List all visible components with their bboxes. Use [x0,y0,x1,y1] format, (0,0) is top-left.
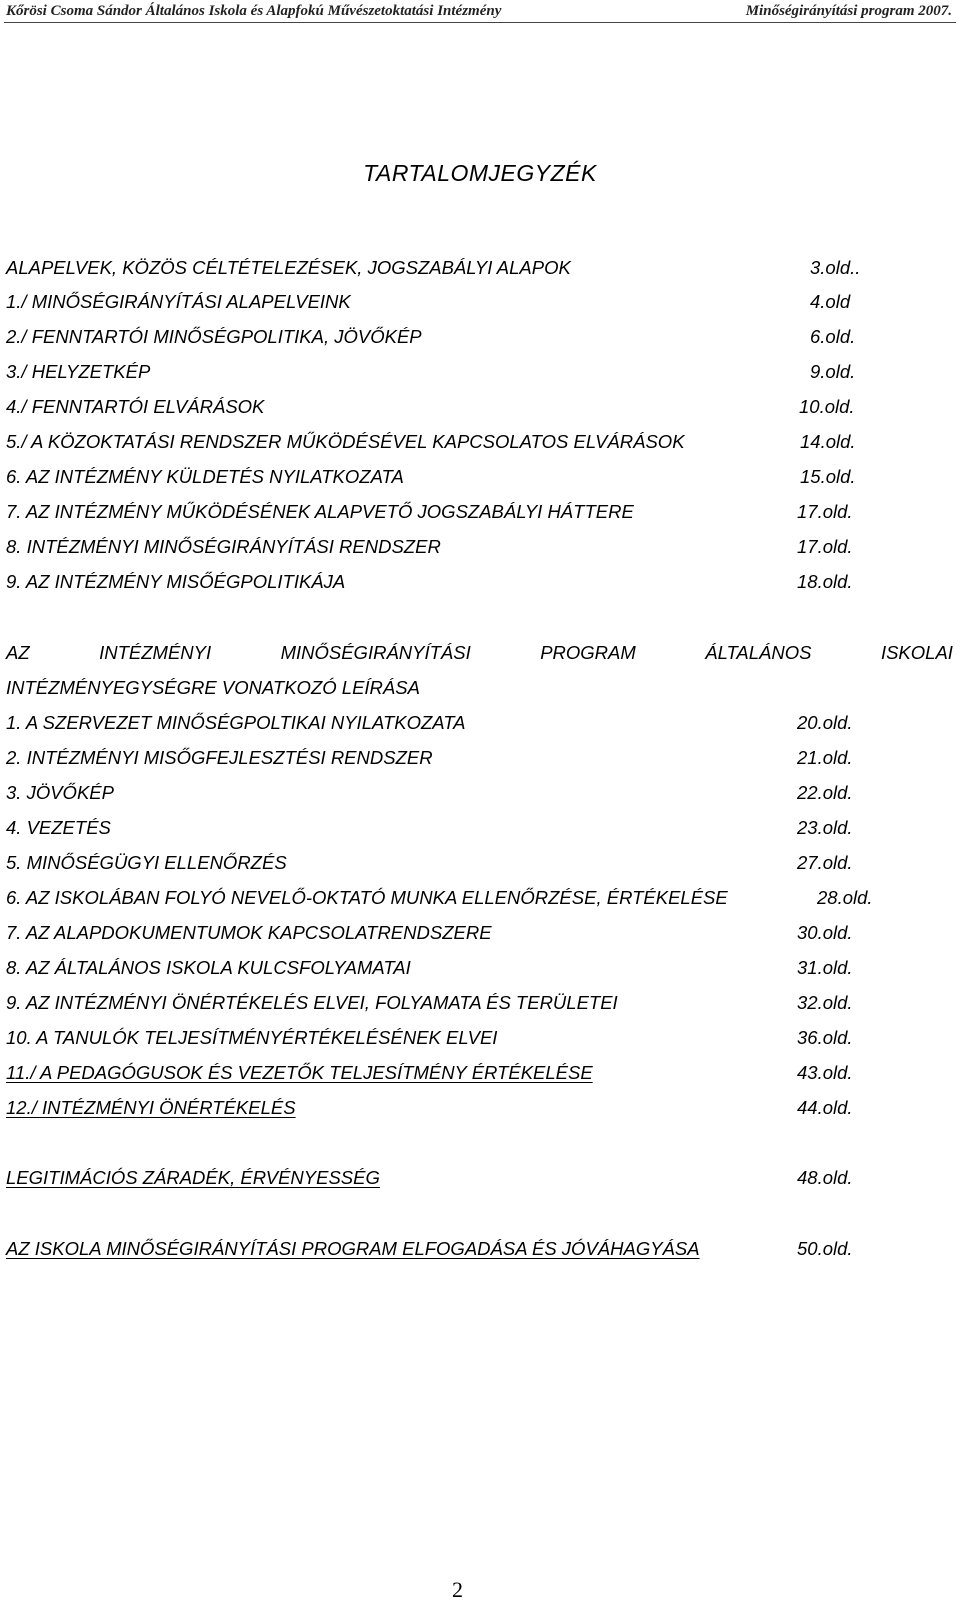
toc-entry-page: 17.old. [797,501,853,522]
toc-entry-page: 14.old. [800,431,856,452]
toc-entry-label: 4./ FENNTARTÓI ELVÁRÁSOK [6,396,265,417]
toc-entry-label: 7. AZ INTÉZMÉNY MŰKÖDÉSÉNEK ALAPVETŐ JOGSZABÁLYI HÁTTERE [6,501,634,522]
toc-entry-label: 8. INTÉZMÉNYI MINŐSÉGIRÁNYÍTÁSI RENDSZER [6,536,441,557]
toc-entry-page: 31.old. [797,957,853,978]
toc-entry-page: 22.old. [797,782,853,803]
toc-entry-label: 11./ A PEDAGÓGUSOK ÉS VEZETŐK TELJESÍTMÉNY ÉRTÉKELÉSE [6,1062,593,1083]
heading-word: AZ [6,642,30,663]
toc-entry-label: AZ ISKOLA MINŐSÉGIRÁNYÍTÁSI PROGRAM ELFOGADÁSA ÉS JÓVÁHAGYÁSA [6,1238,700,1259]
heading-word: INTÉZMÉNYI [99,642,212,663]
toc-entry-page: 3.old.. [810,257,861,278]
toc-entry-label: 6. AZ ISKOLÁBAN FOLYÓ NEVELŐ-OKTATÓ MUNKA ELLENŐRZÉSE, ÉRTÉKELÉSE [6,887,728,908]
toc-entry-page: 32.old. [797,992,853,1013]
page-header [0,0,960,22]
toc-entry-page: 18.old. [797,571,853,592]
heading-line-2: INTÉZMÉNYEGYSÉGRE VONATKOZÓ LEÍRÁSA [6,677,420,698]
heading-word: ÁLTALÁNOS [705,642,812,663]
toc-entry-label: 10. A TANULÓK TELJESÍTMÉNYÉRTÉKELÉSÉNEK ELVEI [6,1027,498,1048]
toc-entry-page: 36.old. [797,1027,853,1048]
toc-entry-label: 5./ A KÖZOKTATÁSI RENDSZER MŰKÖDÉSÉVEL KAPCSOLATOS ELVÁRÁSOK [6,431,685,452]
toc-entry-label: 3./ HELYZETKÉP [6,361,151,382]
toc-entry-label: 3. JÖVŐKÉP [6,782,114,803]
toc-entry-label: 1. A SZERVEZET MINŐSÉGPOLTIKAI NYILATKOZATA [6,712,466,733]
toc-entry-label: ALAPELVEK, KÖZÖS CÉLTÉTELEZÉSEK, JOGSZABÁLYI ALAPOK [6,257,571,278]
toc-entry-label: 5. MINŐSÉGÜGYI ELLENŐRZÉS [6,852,287,873]
toc-entry-label: 2. INTÉZMÉNYI MISŐGFEJLESZTÉSI RENDSZER [6,747,433,768]
heading-word: ISKOLAI [880,642,953,663]
toc-entry-label: 2./ FENNTARTÓI MINŐSÉGPOLITIKA, JÖVŐKÉP [6,326,422,347]
toc-entry-page: 17.old. [797,536,853,557]
toc-entry-label: 4. VEZETÉS [6,817,111,838]
toc-entry-page: 28.old. [817,887,873,908]
heading-word: MINŐSÉGIRÁNYÍTÁSI [280,642,471,663]
toc-entry-label: 1./ MINŐSÉGIRÁNYÍTÁSI ALAPELVEINK [6,291,351,312]
toc-entry-page: 43.old. [797,1062,853,1083]
heading-word: PROGRAM [540,642,636,663]
toc-entry-page: 6.old. [810,326,856,347]
page-number: 2 [452,1577,463,1602]
header-document-title: Minőségirányítási program 2007. [745,3,952,19]
toc-entry-page: 48.old. [797,1167,853,1188]
toc-entry-page: 21.old. [797,747,853,768]
header-institution-name: Kőrösi Csoma Sándor Általános Iskola és Alapfokú Művészetoktatási Intézmény [6,3,502,19]
toc-entry-page: 50.old. [797,1238,853,1259]
toc-entry-page: 30.old. [797,922,853,943]
toc-entry-page: 27.old. [797,852,853,873]
toc-entry-page: 20.old. [797,712,853,733]
toc-entry-page: 44.old. [797,1097,853,1118]
toc-entry-page: 23.old. [797,817,853,838]
toc-entry-label: 9. AZ INTÉZMÉNY MISŐÉGPOLITIKÁJA [6,571,346,592]
toc-entry-page: 10.old. [799,396,855,417]
toc-title: TARTALOMJEGYZÉK [363,160,597,186]
toc-entry-page: 9.old. [810,361,856,382]
toc-entry-label: 8. AZ ÁLTALÁNOS ISKOLA KULCSFOLYAMATAI [6,957,411,978]
toc-entry-label: 6. AZ INTÉZMÉNY KÜLDETÉS NYILATKOZATA [6,466,404,487]
toc-entry-page: 4.old [810,291,851,312]
toc-entry-label: 12./ INTÉZMÉNYI ÖNÉRTÉKELÉS [6,1097,296,1118]
header-divider [4,22,956,23]
toc-entry-label: 7. AZ ALAPDOKUMENTUMOK KAPCSOLATRENDSZERE [6,922,492,943]
toc-entry-label: 9. AZ INTÉZMÉNYI ÖNÉRTÉKELÉS ELVEI, FOLYAMATA ÉS TERÜLETEI [6,992,618,1013]
toc-section-2-heading [6,642,953,699]
toc-entry-label: LEGITIMÁCIÓS ZÁRADÉK, ÉRVÉNYESSÉG [6,1167,380,1188]
toc-entry-page: 15.old. [800,466,856,487]
